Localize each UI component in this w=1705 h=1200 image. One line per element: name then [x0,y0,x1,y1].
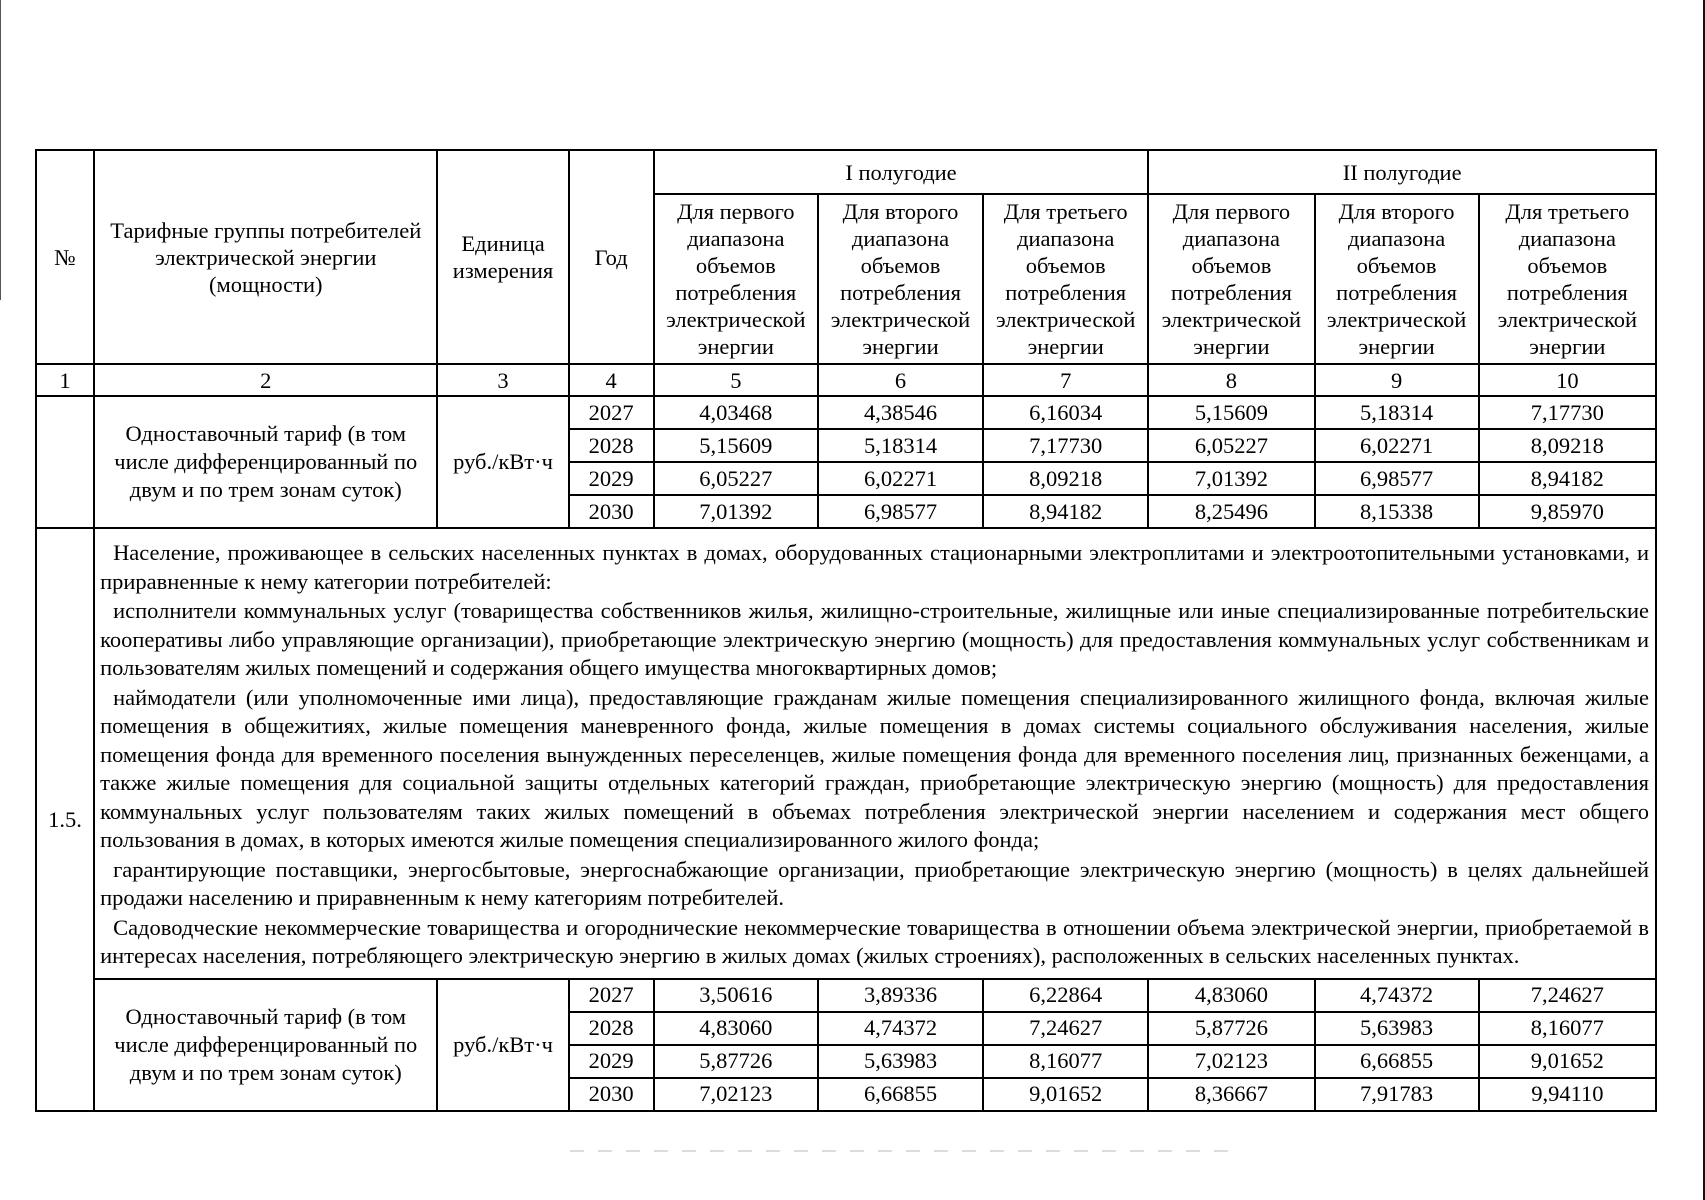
year-cell: 2029 [569,462,654,495]
header-half-1: I полугодие [654,150,1149,194]
value-cell: 6,05227 [1148,429,1314,462]
value-cell: 9,94110 [1479,1078,1656,1111]
year-cell: 2030 [569,1078,654,1111]
value-cell: 9,01652 [1479,1045,1656,1078]
value-cell: 7,24627 [1479,979,1656,1012]
scan-artifact-line [570,1150,1230,1152]
value-cell: 9,85970 [1479,495,1656,528]
value-cell: 8,15338 [1315,495,1479,528]
header-range-4: Для первого диапазона объемов потребления электрической энергии [1148,194,1314,364]
header-year: Год [569,150,654,364]
column-number-row [36,364,1656,396]
value-cell: 6,22864 [983,979,1148,1012]
value-cell: 5,18314 [818,429,983,462]
year-cell: 2029 [569,1045,654,1078]
value-cell: 5,18314 [1315,396,1479,429]
value-cell: 6,66855 [1315,1045,1479,1078]
header-num: № [36,150,94,364]
value-cell: 5,15609 [1148,396,1314,429]
column-number: 10 [1479,364,1656,396]
section-paragraph: исполнители коммунальных услуг (товарищества собственников жилья, жилищно-строительные, жилищные или иные специализированные потребительские кооперативы либо управляющие организации), приобретающие электрическую энергию (мощность) для предоставления коммунальных услуг собственникам и пользователям жилых помещений и содержания общего имущества многоквартирных домов; [100,598,1649,680]
table-row [36,979,1656,1012]
value-cell: 3,50616 [654,979,818,1012]
value-cell: 8,36667 [1148,1078,1314,1111]
column-number: 8 [1148,364,1314,396]
section-paragraph: Население, проживающее в сельских населенных пунктах в домах, оборудованных стационарными электроплитами и электроотопительными установками, и приравненные к нему категории потребителей: [100,540,1649,594]
value-cell: 5,15609 [654,429,818,462]
header-unit: Единица измерения [437,150,568,364]
year-cell: 2028 [569,429,654,462]
value-cell: 8,16077 [1479,1012,1656,1045]
value-cell: 4,38546 [818,396,983,429]
value-cell: 8,16077 [983,1045,1148,1078]
column-number: 3 [437,364,568,396]
section-description [94,528,1656,979]
year-cell: 2027 [569,396,654,429]
value-cell: 8,94182 [1479,462,1656,495]
value-cell: 8,09218 [983,462,1148,495]
header-range-3: Для третьего диапазона объемов потребления электрической энергии [983,194,1148,364]
header-half-2: II полугодие [1148,150,1656,194]
table-row [36,396,1656,429]
value-cell: 4,74372 [1315,979,1479,1012]
header-range-6: Для третьего диапазона объемов потребления электрической энергии [1479,194,1656,364]
header-range-5: Для второго диапазона объемов потребления электрической энергии [1315,194,1479,364]
year-cell: 2027 [569,979,654,1012]
value-cell: 4,83060 [1148,979,1314,1012]
header-groups: Тарифные группы потребителей электрической энергии (мощности) [94,150,437,364]
value-cell: 7,91783 [1315,1078,1479,1111]
value-cell: 7,17730 [983,429,1148,462]
value-cell: 9,01652 [983,1078,1148,1111]
year-cell: 2028 [569,1012,654,1045]
value-cell: 3,89336 [818,979,983,1012]
section-number: 1.5. [36,528,94,1111]
value-cell: 7,02123 [654,1078,818,1111]
value-cell: 6,98577 [818,495,983,528]
value-cell: 5,63983 [1315,1012,1479,1045]
column-number: 5 [654,364,818,396]
value-cell: 5,87726 [1148,1012,1314,1045]
value-cell: 6,16034 [983,396,1148,429]
value-cell: 6,98577 [1315,462,1479,495]
value-cell: 6,05227 [654,462,818,495]
value-cell: 7,01392 [654,495,818,528]
column-number: 1 [36,364,94,396]
year-cell: 2030 [569,495,654,528]
column-number: 4 [569,364,654,396]
tariff-group-label: Одноставочный тариф (в том числе дифференцированный по двум и по трем зонам суток) [94,396,437,528]
value-cell: 8,25496 [1148,495,1314,528]
scan-edge-left [0,0,1,300]
section-paragraph: Садоводческие некоммерческие товарищества и огороднические некоммерческие товарищества в отношении объема электрической энергии, приобретаемой в интересах населения, потребляющего электрическую энергию в жилых домах (жилых строениях), расположенных в сельских населенных пунктах. [100,914,1649,968]
value-cell: 4,74372 [818,1012,983,1045]
value-cell: 5,63983 [818,1045,983,1078]
value-cell: 6,66855 [818,1078,983,1111]
value-cell: 7,02123 [1148,1045,1314,1078]
header-range-1: Для первого диапазона объемов потребления электрической энергии [654,194,818,364]
column-number: 2 [94,364,437,396]
unit-label: руб./кВт·ч [437,396,568,528]
unit-label: руб./кВт·ч [437,979,568,1111]
header-row-top [36,150,1656,194]
section-paragraph: гарантирующие поставщики, энергосбытовые, энергоснабжающие организации, приобретающие электрическую энергию (мощность) в целях дальнейшей продажи населению и приравненным к нему категориям потребителей. [100,856,1649,910]
value-cell: 5,87726 [654,1045,818,1078]
section-description-row [36,528,1656,979]
column-number: 7 [983,364,1148,396]
value-cell: 8,94182 [983,495,1148,528]
tariff-group-label: Одноставочный тариф (в том числе дифференцированный по двум и по трем зонам суток) [94,979,437,1111]
column-number: 9 [1315,364,1479,396]
value-cell: 4,83060 [654,1012,818,1045]
header-range-2: Для второго диапазона объемов потребления электрической энергии [818,194,983,364]
value-cell: 7,24627 [983,1012,1148,1045]
column-number: 6 [818,364,983,396]
value-cell: 7,17730 [1479,396,1656,429]
value-cell: 7,01392 [1148,462,1314,495]
value-cell: 8,09218 [1479,429,1656,462]
tariff-table [35,149,1657,1112]
value-cell: 4,03468 [654,396,818,429]
row-number-empty [36,396,94,528]
section-paragraph: наймодатели (или уполномоченные ими лица), предоставляющие гражданам жилые помещения специализированного жилищного фонда, включая жилые помещения в общежитиях, жилые помещения маневренного фонда, жилые помещения в домах системы социального обслуживания населения, жилые помещения фонда для временного поселения вынужденных переселенцев, жилые помещения фонда для временного поселения лиц, признанных беженцами, а также жилые помещения для социальной защиты отдельных категорий граждан, приобретающие электрическую энергию (мощность) для предоставления коммунальных услуг пользователям таких жилых помещений в объемах потребления электрической энергии населением и содержания мест общего пользования в домах, в которых имеются жилые помещения специализированного жилого фонда; [100,684,1649,852]
value-cell: 6,02271 [1315,429,1479,462]
value-cell: 6,02271 [818,462,983,495]
